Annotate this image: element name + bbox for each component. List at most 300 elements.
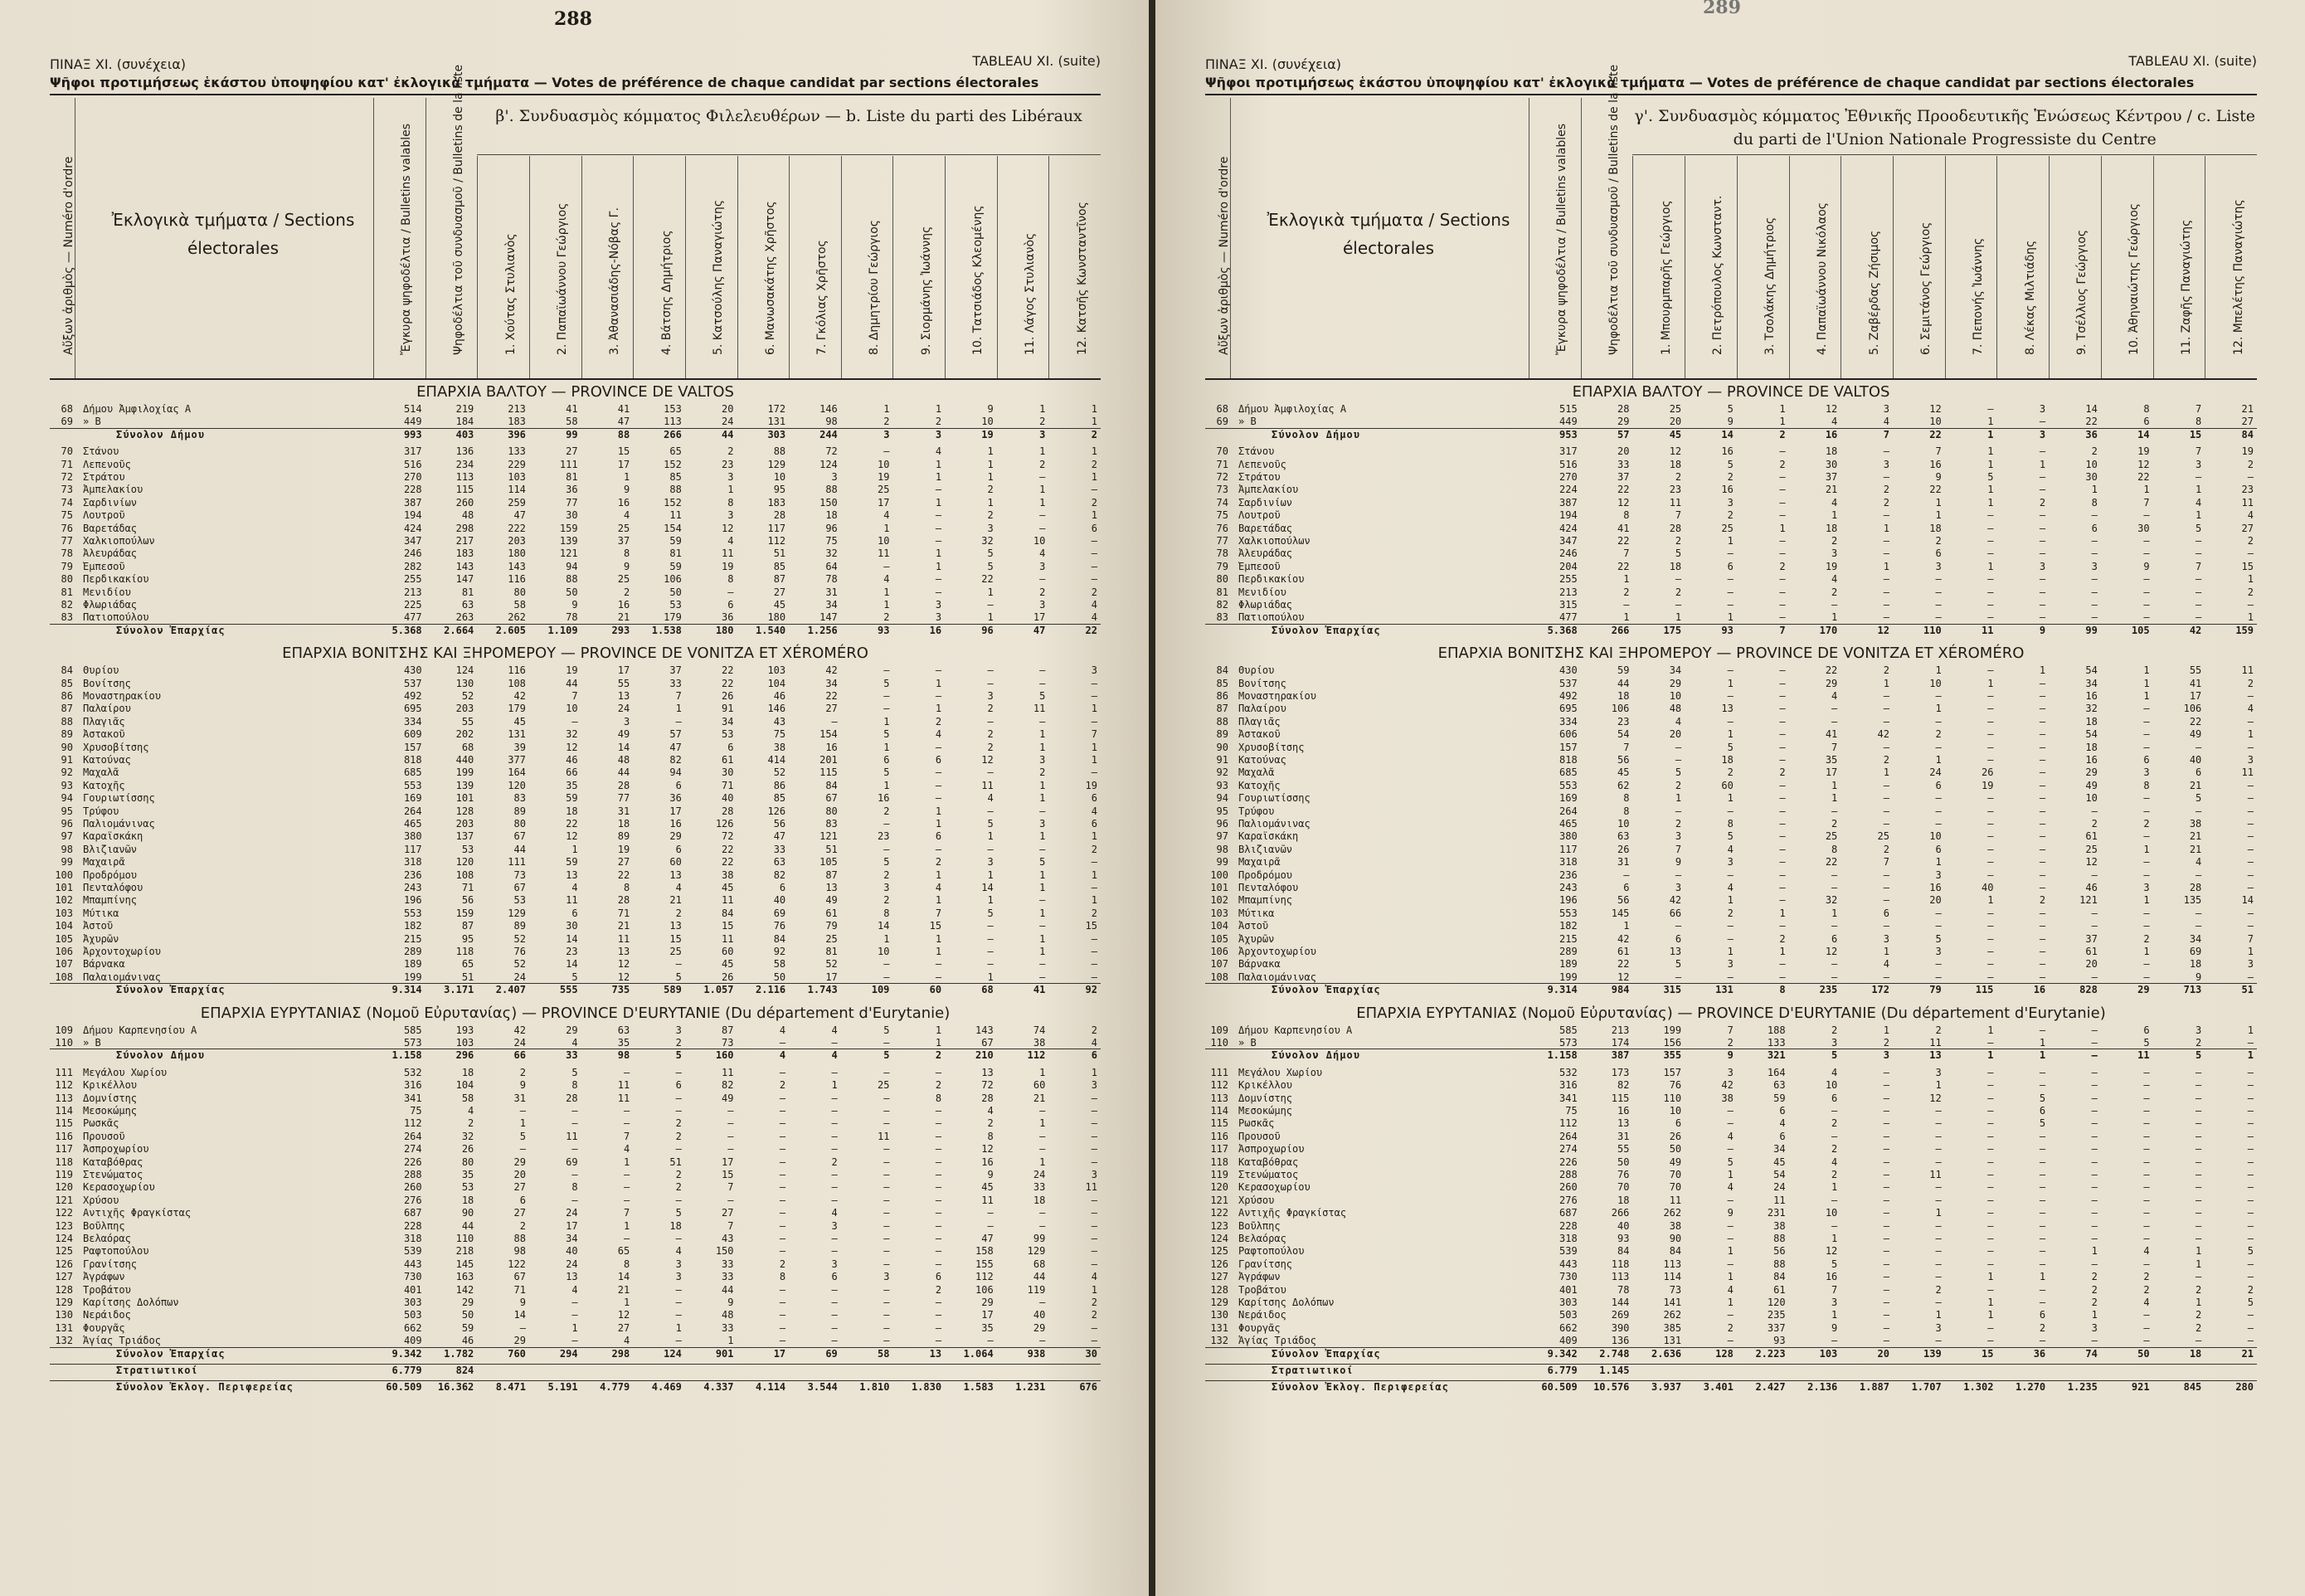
table-row	[50, 1207, 1101, 1219]
cell-value: —	[623, 1066, 630, 1078]
cell-value: 50	[669, 586, 682, 598]
cell-value: 2	[1779, 458, 1786, 470]
cell-value: 7	[1831, 741, 1838, 753]
cell-value: 12	[617, 1309, 630, 1321]
section-name: Σύνολον Ἐπαρχίας	[116, 624, 226, 636]
cell-value: —	[1727, 1143, 1734, 1156]
cell-value: 110	[1923, 624, 1942, 636]
cell-value: 1	[675, 1321, 682, 1334]
cell-value: 70	[1669, 1181, 1682, 1194]
cell-value: —	[2091, 509, 2098, 522]
cell-value: —	[1987, 690, 1994, 702]
cell-value: 6	[1091, 792, 1097, 805]
cell-value: —	[1883, 1079, 1889, 1092]
cell-value: 231	[1767, 1207, 1786, 1219]
cell-value: —	[1727, 1258, 1734, 1270]
cell-value: 321	[1767, 1049, 1786, 1062]
cell-value: 303	[767, 428, 786, 440]
table-row	[50, 882, 1101, 894]
cell-value: 2	[987, 728, 994, 741]
cell-value: —	[2091, 599, 2098, 611]
cell-value: —	[2143, 830, 2150, 843]
cell-value: 129	[1027, 1245, 1046, 1258]
cell-value: —	[1831, 869, 1838, 881]
cell-value: 53	[722, 728, 734, 741]
candidate-name: 11. Λάγος Στυλιανὸς	[1024, 232, 1038, 355]
cell-value: 88	[773, 445, 786, 458]
cell-value: 280	[2235, 1381, 2254, 1394]
order-column-label: Αὔξων ἀριθμὸς — Numéro d'ordre	[1218, 156, 1231, 355]
cell-value: —	[935, 1233, 942, 1244]
row-number: 114	[55, 1105, 73, 1117]
cell-value: 81	[461, 586, 474, 598]
cell-value: —	[571, 1309, 578, 1321]
cell-value: 5	[571, 971, 578, 983]
table-row	[1205, 742, 2257, 754]
cell-value: 2	[1831, 535, 1838, 547]
cell-value: 47	[1033, 624, 1046, 636]
row-divider	[50, 983, 1101, 984]
cell-value: —	[831, 1321, 838, 1334]
cell-value: 82	[773, 869, 786, 881]
cell-value: 143	[455, 560, 474, 572]
table-row	[1205, 1233, 2257, 1245]
row-number: 103	[1210, 907, 1228, 919]
row-number: 71	[1216, 458, 1228, 470]
cell-value: 6	[883, 754, 890, 766]
cell-value: 4	[987, 1105, 994, 1117]
cell-value: 44	[1617, 677, 1630, 689]
cell-value: 1	[1675, 792, 1682, 805]
cell-value: 15	[669, 932, 682, 945]
cell-value: 818	[1559, 754, 1578, 766]
cell-value: 172	[1871, 984, 1889, 996]
cell-value: —	[1727, 690, 1734, 702]
cell-value: 55	[2189, 664, 2202, 677]
cell-value: 818	[403, 754, 422, 766]
cell-value: 4	[831, 1024, 838, 1036]
row-number: 117	[55, 1143, 73, 1156]
cell-value: 124	[819, 458, 838, 470]
cell-value: 1.302	[1963, 1381, 1994, 1394]
cell-value: —	[779, 1194, 786, 1206]
cell-value: 10	[1669, 690, 1682, 702]
cell-value: 143	[975, 1024, 994, 1036]
row-number: 104	[55, 920, 73, 932]
row-number: 115	[1210, 1117, 1228, 1130]
cell-value: —	[2039, 1143, 2046, 1156]
cell-value: 8	[1623, 805, 1630, 817]
table-row	[50, 561, 1101, 573]
cell-value: —	[2247, 1271, 2254, 1283]
cell-value: —	[1091, 1105, 1097, 1117]
cell-value: —	[2143, 958, 2150, 971]
cell-value: —	[883, 1169, 890, 1180]
column-header-cell	[1581, 64, 1634, 378]
cell-value: 17	[773, 1347, 786, 1360]
cell-value: 15	[1981, 1347, 1994, 1360]
cell-value: 288	[1559, 1169, 1578, 1180]
cell-value: 131	[508, 728, 526, 741]
cell-value: 1	[1883, 946, 1889, 957]
candidate-column-header	[1632, 156, 1685, 378]
cell-value: 29	[1033, 1321, 1046, 1334]
cell-value: 46	[2085, 882, 2098, 893]
cell-value: —	[675, 1297, 682, 1308]
cell-value: 41	[617, 403, 630, 415]
row-number: 131	[55, 1321, 73, 1334]
cell-value: —	[727, 1194, 734, 1206]
cell-value: 1	[987, 471, 994, 483]
cell-value: 44	[566, 677, 578, 689]
cell-value: 7	[1883, 428, 1889, 440]
cell-value: 14	[566, 932, 578, 945]
cell-value: 88	[669, 484, 682, 496]
cell-value: 105	[819, 856, 838, 869]
cell-value: —	[1779, 664, 1786, 677]
cell-value: —	[1779, 882, 1786, 893]
cell-value: 22	[981, 573, 994, 586]
cell-value: —	[1987, 509, 1994, 522]
cell-value: 24	[566, 1258, 578, 1270]
cell-value: —	[831, 1066, 838, 1078]
cell-value: —	[1987, 932, 1994, 945]
section-name: » Β	[83, 1037, 101, 1049]
cell-value: —	[2247, 907, 2254, 919]
row-number: 114	[1210, 1105, 1228, 1117]
cell-value: 12	[1825, 1245, 1838, 1258]
cell-value: 10	[773, 471, 786, 483]
cell-value: 179	[664, 611, 682, 624]
cell-value: 1.540	[756, 624, 786, 636]
cell-value: 1	[2039, 458, 2046, 470]
cell-value: 51	[669, 1156, 682, 1168]
cell-value: —	[1831, 805, 1838, 817]
cell-value: 9.342	[391, 1347, 422, 1360]
table-row	[1205, 1271, 2257, 1283]
cell-value: 3	[2091, 560, 2098, 572]
row-number: 75	[1216, 509, 1228, 522]
cell-value: —	[1883, 599, 1889, 611]
cell-value: 10	[1825, 1079, 1838, 1092]
table-row	[1205, 1169, 2257, 1181]
cell-value: 5	[883, 856, 890, 869]
row-divider	[50, 1380, 1101, 1381]
cell-value: —	[2247, 818, 2254, 830]
cell-value: —	[1987, 830, 1994, 843]
cell-value: 21	[2189, 779, 2202, 791]
cell-value: —	[1883, 1335, 1889, 1347]
section-name: Σύνολον Ἐπαρχίας	[116, 1347, 226, 1360]
cell-value: —	[727, 1105, 734, 1117]
cell-value: 54	[1773, 1169, 1786, 1180]
section-name: Λουτροῦ	[83, 509, 125, 522]
row-number: 81	[61, 586, 73, 598]
cell-value: —	[2091, 586, 2098, 598]
cell-value: 1	[935, 677, 942, 689]
cell-value: —	[779, 1207, 786, 1219]
cell-value: 61	[2085, 946, 2098, 957]
cell-value: 2	[2143, 1283, 2150, 1296]
cell-value: 77	[566, 496, 578, 508]
cell-value: 1	[1987, 458, 1994, 470]
cell-value: 3	[1091, 1169, 1097, 1180]
cell-value: 28	[617, 894, 630, 907]
cell-value: —	[519, 1105, 526, 1117]
cell-value: 21	[617, 920, 630, 932]
cell-value: 153	[664, 403, 682, 415]
cell-value: 60.509	[386, 1381, 422, 1394]
cell-value: 24	[566, 1207, 578, 1219]
row-number: 130	[55, 1309, 73, 1321]
order-column-header	[1205, 98, 1230, 378]
cell-value: 9	[623, 560, 630, 572]
cell-value: —	[1987, 611, 1994, 624]
cell-value: —	[623, 1105, 630, 1117]
cell-value: —	[2143, 1181, 2150, 1194]
cell-value: 4	[468, 1105, 474, 1117]
cell-value: 11	[1773, 1194, 1786, 1206]
cell-value: 662	[1559, 1321, 1578, 1334]
cell-value: 5	[1727, 741, 1734, 753]
cell-value: 1	[1091, 1283, 1097, 1296]
cell-value: 516	[1559, 458, 1578, 470]
cell-value: —	[1091, 1156, 1097, 1168]
row-number: 86	[61, 690, 73, 702]
cell-value: 1	[1987, 1297, 1994, 1308]
section-name: Φουργᾶς	[83, 1321, 125, 1334]
cell-value: 318	[1559, 1233, 1578, 1244]
section-name: Μύτικα	[83, 907, 119, 919]
table-row	[50, 728, 1101, 741]
cell-value: 269	[1611, 1309, 1630, 1321]
cell-value: 1	[1831, 1181, 1838, 1194]
cell-value: 121	[559, 547, 578, 560]
table-header-french: TABLEAU XI. (suite)	[2128, 53, 2257, 69]
cell-value: 5	[1727, 1156, 1734, 1168]
cell-value: 60	[722, 946, 734, 957]
cell-value: 50	[2137, 1347, 2150, 1360]
cell-value: 145	[1611, 907, 1630, 919]
cell-value: —	[2247, 1156, 2254, 1168]
cell-value: —	[987, 932, 994, 945]
cell-value: 449	[1559, 416, 1578, 428]
cell-value: —	[2039, 690, 2046, 702]
table-row	[50, 547, 1101, 560]
cell-value: —	[1987, 1143, 1994, 1156]
row-number: 132	[55, 1335, 73, 1347]
section-name: Κατοχῆς	[1238, 779, 1281, 791]
table-row	[50, 818, 1101, 830]
cell-value: 993	[403, 428, 422, 440]
section-name: Μαχαλᾶ	[1238, 766, 1275, 779]
cell-value: 8	[2143, 403, 2150, 415]
table-row	[1205, 547, 2257, 560]
cell-value: —	[1883, 1117, 1889, 1130]
cell-value: —	[2143, 728, 2150, 741]
cell-value: 2	[1091, 586, 1097, 598]
cell-value: 37	[2085, 932, 2098, 945]
candidate-column-header	[2049, 156, 2102, 378]
cell-value: 32	[2085, 703, 2098, 715]
cell-value: —	[1091, 1117, 1097, 1130]
cell-value: 264	[403, 805, 422, 817]
cell-value: 293	[611, 624, 630, 636]
cell-value: 37	[669, 664, 682, 677]
total-row	[50, 429, 1101, 441]
cell-value: 492	[403, 690, 422, 702]
cell-value: —	[2039, 869, 2046, 881]
cell-value: 3	[1935, 869, 1942, 881]
cell-value: 1	[1831, 1309, 1838, 1321]
cell-value: 255	[1559, 573, 1578, 586]
cell-value: 539	[403, 1245, 422, 1258]
cell-value: —	[935, 1297, 942, 1308]
cell-value: —	[2039, 856, 2046, 869]
cell-value: 4	[1091, 599, 1097, 611]
cell-value: —	[2039, 522, 2046, 534]
cell-value: —	[2039, 1297, 2046, 1308]
cell-value: 175	[1663, 624, 1682, 636]
cell-value: 263	[455, 611, 474, 624]
cell-value: —	[2039, 1233, 2046, 1244]
cell-value: 1	[935, 496, 942, 508]
cell-value: 27	[513, 1181, 526, 1194]
row-divider	[1205, 1380, 2257, 1381]
cell-value: —	[1987, 535, 1994, 547]
cell-value: 19	[1981, 779, 1994, 791]
cell-value: —	[779, 1245, 786, 1258]
cell-value: —	[1831, 599, 1838, 611]
table-row	[1205, 1335, 2257, 1347]
row-number: 94	[1216, 792, 1228, 805]
cell-value: 2	[2143, 1271, 2150, 1283]
cell-value: 19	[617, 843, 630, 855]
row-number: 101	[55, 882, 73, 893]
cell-value: —	[2091, 1143, 2098, 1156]
cell-value: 172	[767, 403, 786, 415]
cell-value: 24	[1773, 1181, 1786, 1194]
candidate-name: 10. Ἀθηναιώτης Γεώργιος	[2128, 203, 2142, 355]
cell-value: 2	[1091, 428, 1097, 440]
cell-value: 1	[987, 445, 994, 458]
cell-value: 10	[1617, 818, 1630, 830]
cell-value: —	[1883, 471, 1889, 483]
section-name: Φουργᾶς	[1238, 1321, 1281, 1334]
candidate-name: 11. Ζαφῆς Παναγιώτης	[2179, 219, 2193, 355]
cell-value: 147	[455, 573, 474, 586]
cell-value: 1	[1091, 509, 1097, 522]
cell-value: 28	[617, 779, 630, 791]
table-row	[50, 844, 1101, 856]
cell-value: 1	[1727, 611, 1734, 624]
cell-value: 34	[1773, 1143, 1786, 1156]
cell-value: —	[2143, 599, 2150, 611]
cell-value: 6	[2039, 1105, 2046, 1117]
cell-value: 80	[825, 805, 838, 817]
cell-value: 70	[1669, 1169, 1682, 1180]
row-number: 81	[1216, 586, 1228, 598]
cell-value: 1	[1039, 882, 1046, 893]
cell-value: —	[883, 1181, 890, 1194]
cell-value: 117	[403, 843, 422, 855]
cell-value: 31	[1617, 856, 1630, 869]
section-name: Πατιοπούλου	[1238, 611, 1305, 624]
cell-value: 1	[1039, 445, 1046, 458]
table-row	[1205, 1258, 2257, 1271]
cell-value: 7	[1623, 547, 1630, 560]
section-name: Γρανίτσης	[83, 1258, 138, 1270]
cell-value: —	[675, 1233, 682, 1244]
table-row	[1205, 1117, 2257, 1130]
section-name: Μπαμπίνης	[1238, 894, 1293, 907]
section-name: Σύνολον Δήμου	[116, 428, 205, 440]
cell-value: 1	[2247, 1024, 2254, 1036]
cell-value: 347	[403, 535, 422, 547]
table-row	[50, 971, 1101, 984]
row-number: 100	[1210, 869, 1228, 881]
cell-value: —	[519, 1143, 526, 1156]
section-name: Χρύσου	[83, 1194, 119, 1206]
cell-value: —	[2039, 715, 2046, 727]
cell-value: —	[2143, 547, 2150, 560]
cell-value: 89	[617, 830, 630, 843]
cell-value: 22	[722, 664, 734, 677]
cell-value: —	[2143, 535, 2150, 547]
cell-value: 136	[1611, 1335, 1630, 1347]
row-number: 126	[55, 1258, 73, 1270]
cell-value: —	[1727, 1309, 1734, 1321]
cell-value: 27	[617, 856, 630, 869]
cell-value: 1	[727, 1335, 734, 1347]
cell-value: 25	[617, 522, 630, 534]
column-header-label: Ἔγκυρα ψηφοδέλτια / Bulletins valables	[1555, 123, 1569, 355]
table-row	[1205, 690, 2257, 703]
cell-value: 19	[722, 560, 734, 572]
cell-value: 68	[1033, 1258, 1046, 1270]
cell-value: 71	[513, 1283, 526, 1296]
cell-value: 8	[1831, 843, 1838, 855]
cell-value: 37	[1617, 471, 1630, 483]
cell-value: —	[1039, 1297, 1046, 1308]
cell-value: 1	[1039, 830, 1046, 843]
section-name: » Β	[83, 416, 101, 428]
cell-value: —	[2196, 1194, 2202, 1206]
cell-value: 225	[403, 599, 422, 611]
row-divider	[1205, 624, 2257, 625]
cell-value: —	[1727, 599, 1734, 611]
cell-value: —	[2039, 958, 2046, 971]
cell-value: 9.314	[391, 984, 422, 996]
cell-value: 2	[831, 1156, 838, 1168]
cell-value: 1	[883, 932, 890, 945]
cell-value: —	[675, 1283, 682, 1296]
cell-value: 1	[935, 458, 942, 470]
cell-value: 1	[1935, 664, 1942, 677]
cell-value: 61	[1773, 1283, 1786, 1296]
cell-value: 1	[935, 894, 942, 907]
cell-value: —	[987, 599, 994, 611]
cell-value: —	[1883, 1219, 1889, 1232]
cell-value: 1	[935, 932, 942, 945]
cell-value: 5	[2247, 1245, 2254, 1258]
row-number: 72	[61, 471, 73, 483]
cell-value: —	[2091, 920, 2098, 932]
cell-value: 60	[1033, 1079, 1046, 1092]
cell-value: 32	[461, 1130, 474, 1142]
cell-value: —	[1831, 920, 1838, 932]
cell-value: 96	[825, 522, 838, 534]
